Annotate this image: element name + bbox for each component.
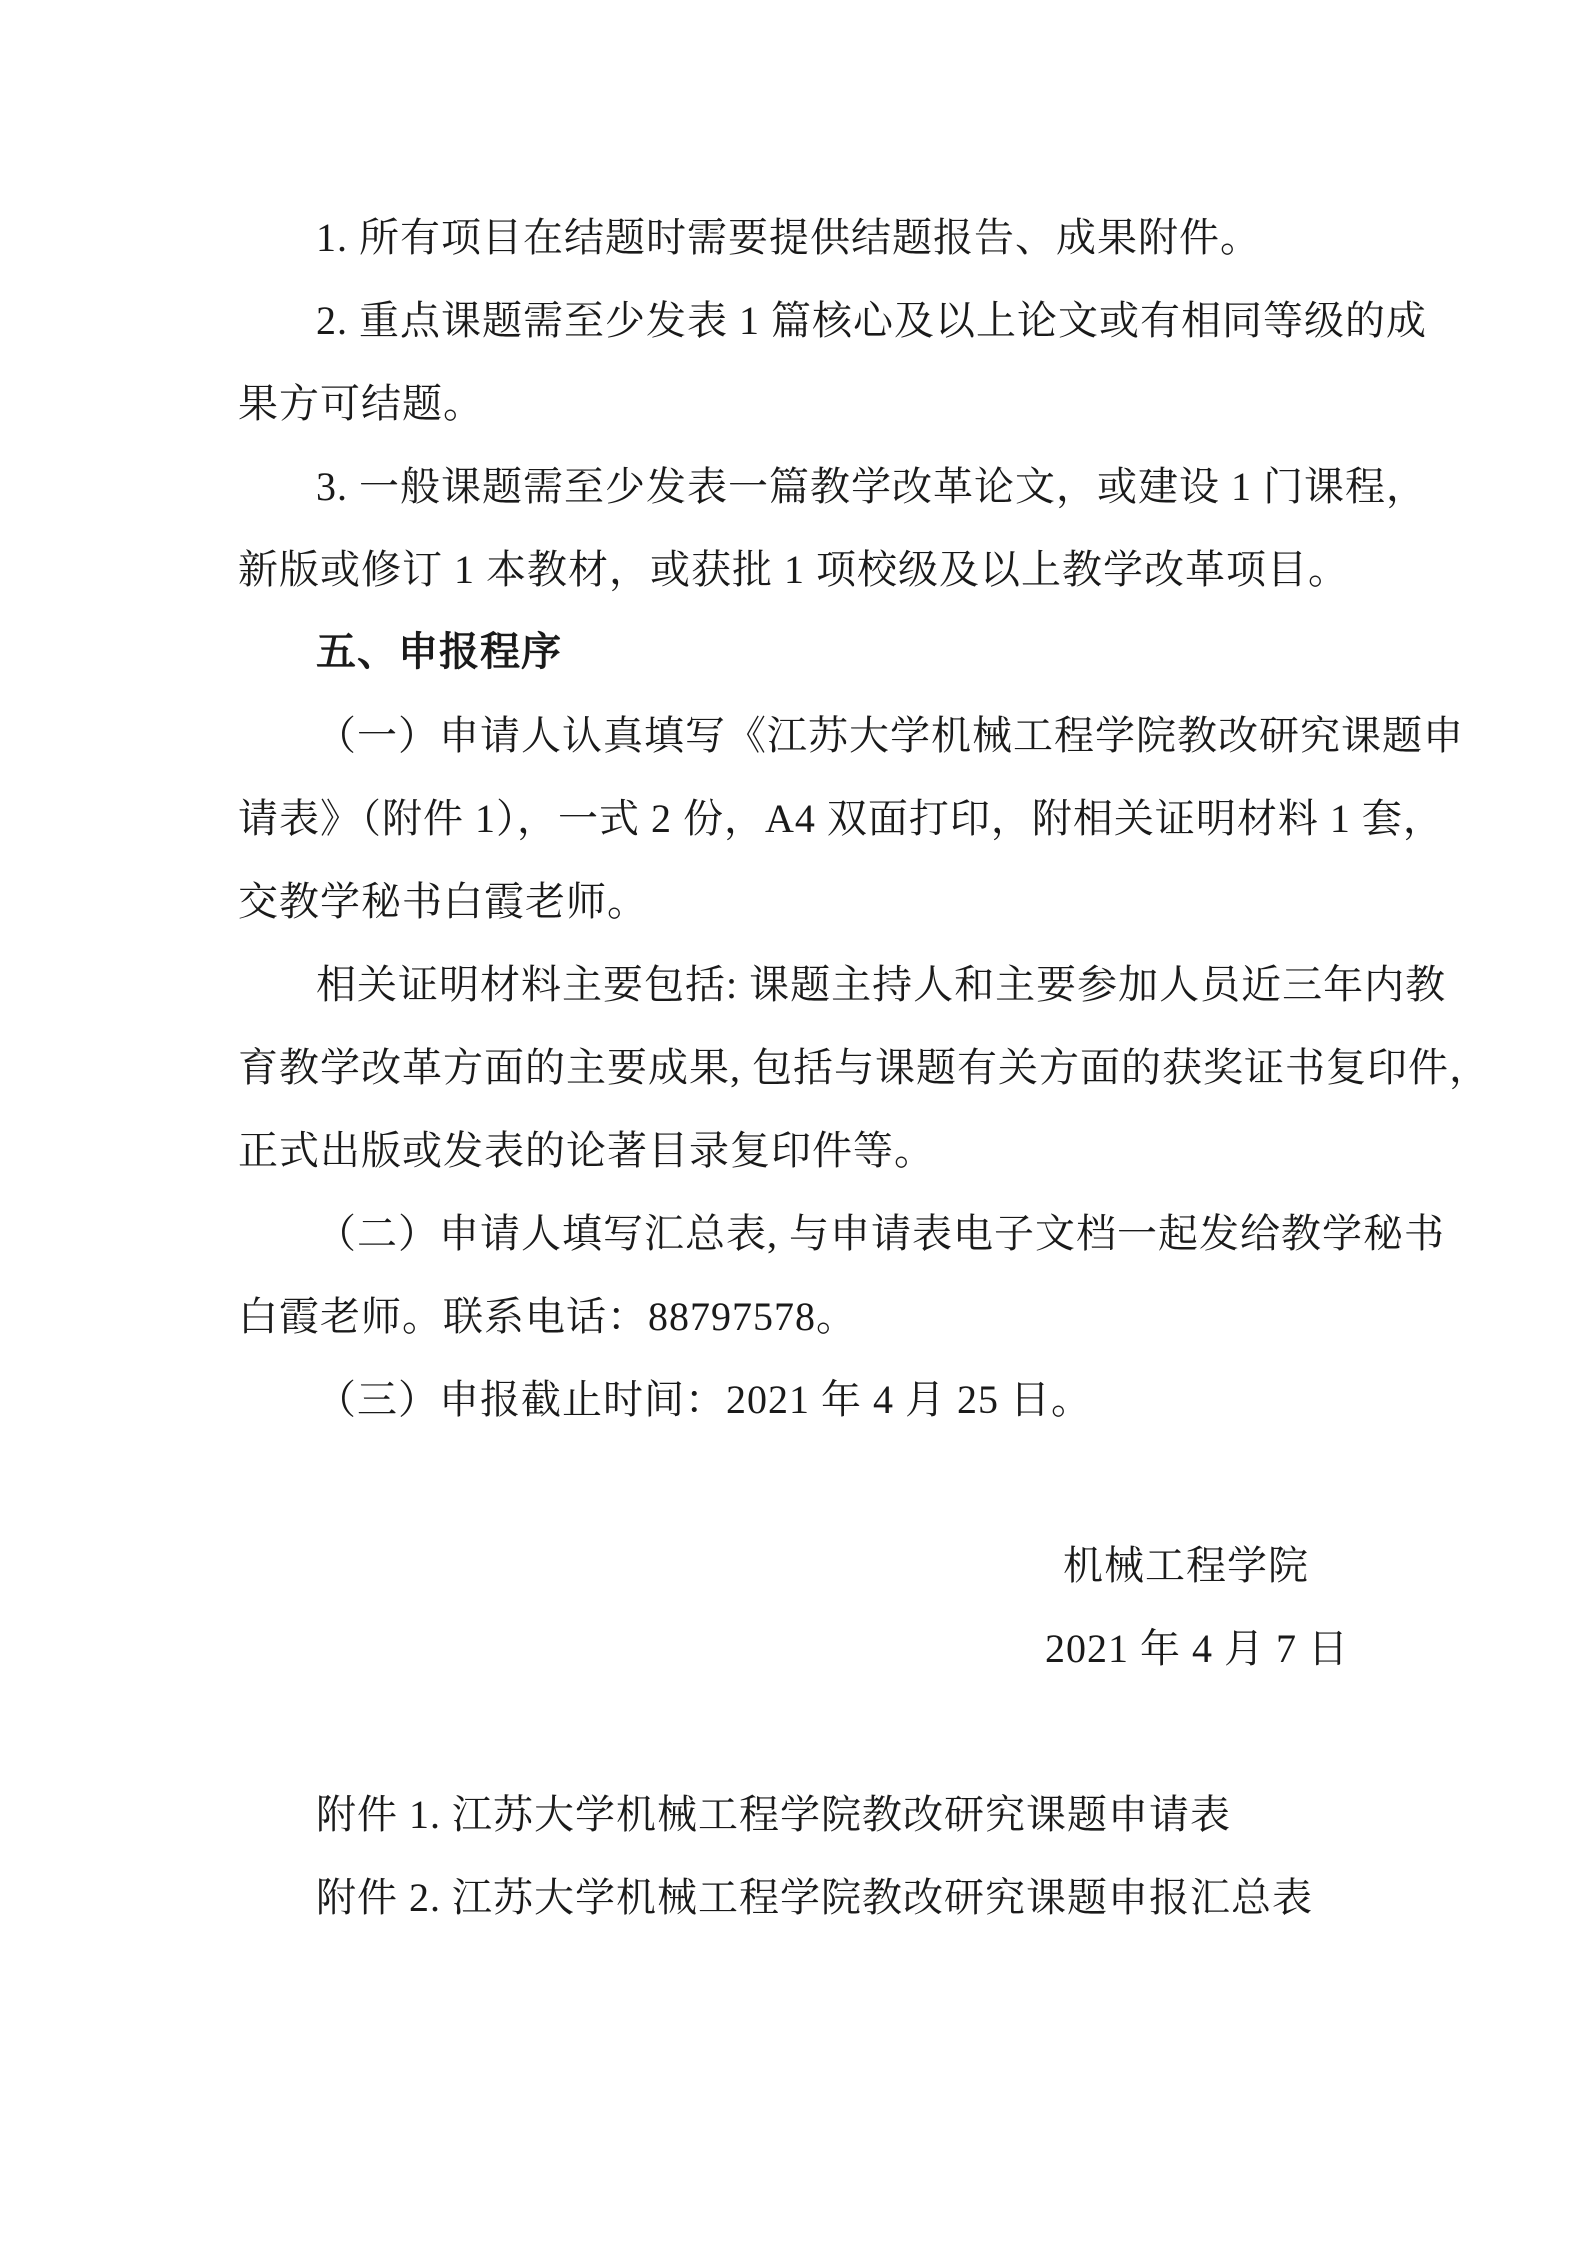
signature-date: 2021 年 4 月 7 日 [1045,1626,1349,1671]
materials-paragraph-line-3: 正式出版或发表的论著目录复印件等。 [238,1128,935,1173]
list-item-3-line-2: 新版或修订 1 本教材，或获批 1 项校级及以上教学改革项目。 [238,547,1349,592]
procedure-item-3: （三）申报截止时间：2021 年 4 月 25 日。 [316,1377,1092,1422]
procedure-item-2-line-2: 白霞老师。联系电话：88797578。 [238,1294,857,1339]
list-item-3-line-1: 3. 一般课题需至少发表一篇教学改革论文，或建设 1 门课程， [316,464,1427,509]
procedure-item-1-line-2: 请表》（附件 1），一式 2 份，A4 双面打印，附相关证明材料 1 套， [238,796,1444,841]
list-item-2-line-2: 果方可结题。 [238,381,484,426]
attachment-1: 附件 1. 江苏大学机械工程学院教改研究课题申请表 [316,1792,1231,1837]
procedure-item-1-line-1: （一）申请人认真填写《江苏大学机械工程学院教改研究课题申 [316,713,1464,758]
procedure-item-2-line-1: （二）申请人填写汇总表, 与申请表电子文档一起发给教学秘书 [316,1211,1445,1256]
list-item-2-line-1: 2. 重点课题需至少发表 1 篇核心及以上论文或有相同等级的成 [316,298,1427,343]
document-body [238,196,1490,1939]
attachment-2: 附件 2. 江苏大学机械工程学院教改研究课题申报汇总表 [316,1875,1313,1920]
blank-line [238,1690,1349,1773]
blank-line [238,1441,1349,1524]
section-heading: 五、申报程序 [316,630,562,674]
signature-organization: 机械工程学院 [1063,1543,1309,1588]
list-item-1: 1. 所有项目在结题时需要提供结题报告、成果附件。 [316,215,1261,260]
materials-paragraph-line-2: 育教学改革方面的主要成果, 包括与课题有关方面的获奖证书复印件， [238,1045,1490,1090]
materials-paragraph-line-1: 相关证明材料主要包括: 课题主持人和主要参加人员近三年内教 [316,962,1447,1007]
procedure-item-1-line-3: 交教学秘书白霞老师。 [238,879,648,924]
